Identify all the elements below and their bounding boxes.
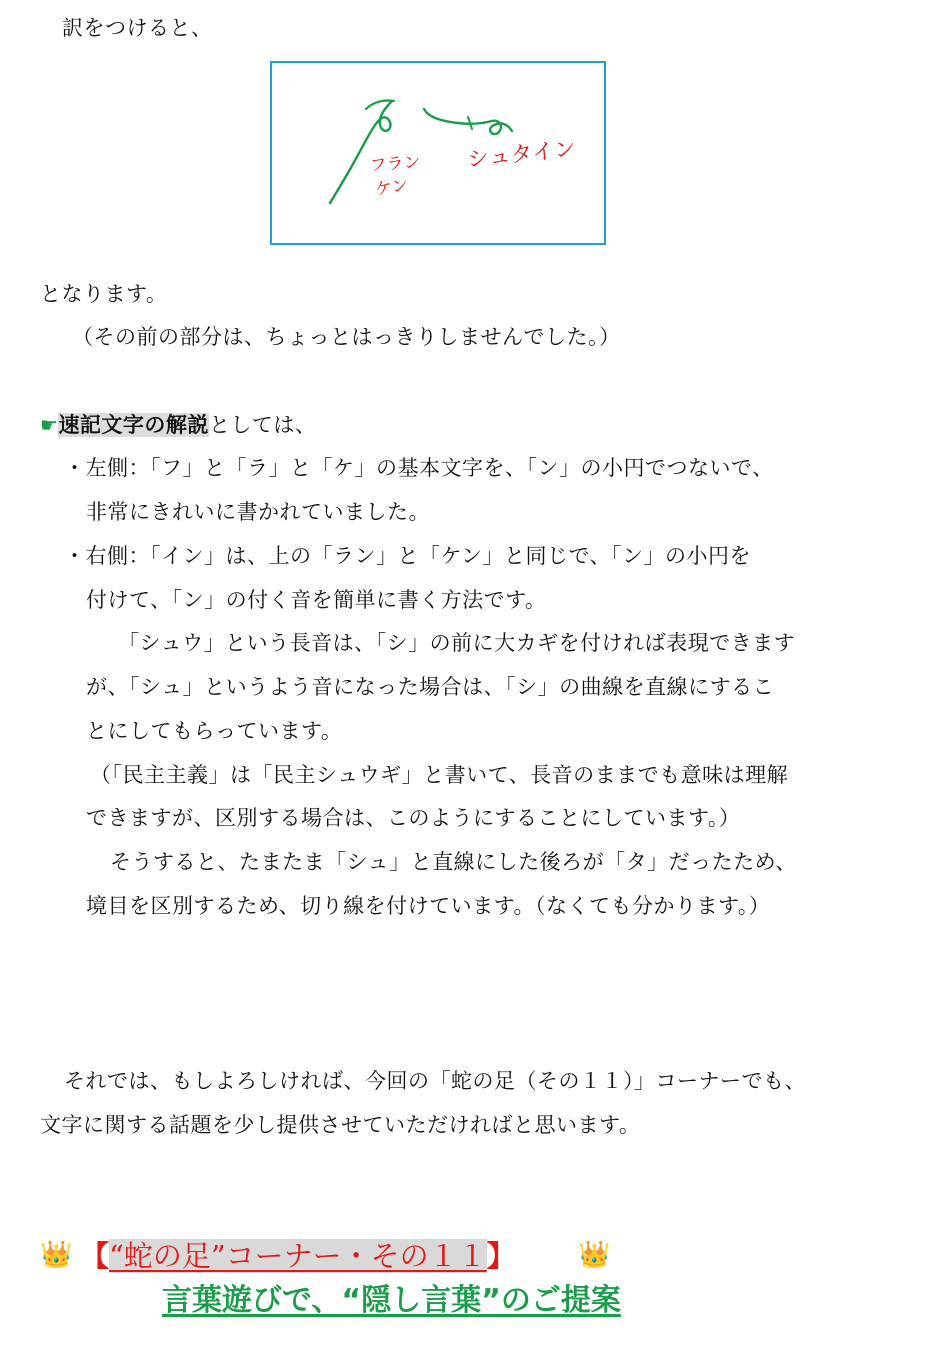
figure-label-left-1: フラン <box>368 152 422 176</box>
explanation-line: 付けて、「ン」の付く音を簡単に書く方法です。 <box>86 588 547 612</box>
bracket-open: 【 <box>80 1239 110 1273</box>
closing-line: それでは、もしよろしければ、今回の「蛇の足（その１１）」コーナーでも、 <box>64 1069 806 1093</box>
explanation-line: が、「シュ」というよう音になった場合は、「シ」の曲線を直線にするこ <box>86 675 775 699</box>
intro-text: 訳をつけると、 <box>62 16 213 40</box>
figure-label-right: シュタイン <box>466 136 578 173</box>
after-figure-text: となります。 <box>40 282 168 306</box>
explanation-title-suffix: としては、 <box>208 413 317 437</box>
explanation-heading <box>40 411 316 439</box>
explanation-line: そうすると、たまたま「シュ」と直線にした後ろが「タ」だったため、 <box>110 850 797 874</box>
corner-title-text: “蛇の足”コーナー・その１１ <box>109 1239 487 1273</box>
shorthand-stroke-right <box>424 109 512 134</box>
explanation-title: 速記文字の解説 <box>58 413 209 437</box>
crown-icon: 👑 <box>578 1240 611 1270</box>
explanation-line: 非常にきれいに書かれていました。 <box>86 500 430 524</box>
explanation-line: 境目を区別するため、切り線を付けています。（なくても分かります。） <box>86 894 771 918</box>
explanation-line: ・左側：「フ」と「ラ」と「ケ」の基本文字を、「ン」の小円でつないで、 <box>64 456 774 480</box>
explanation-line: （「民主主義」は「民主シュウギ」と書いて、長音のままでも意味は理解 <box>90 763 789 787</box>
bracket-close: 】 <box>486 1239 516 1273</box>
note-text: （その前の部分は、ちょっとはっきりしませんでした。） <box>72 325 621 349</box>
pointing-hand-icon: ☛ <box>40 413 59 437</box>
shorthand-drawing <box>272 63 604 243</box>
figure-label-left-2: ケン <box>373 175 410 200</box>
corner-subtitle: 言葉遊びで、“隠し言葉”のご提案 <box>162 1283 621 1318</box>
explanation-line: 「シュウ」という長音は、「シ」の前に大カギを付ければ表現できます <box>118 631 796 655</box>
explanation-line: できますが、区別する場合は、このようにすることにしています。） <box>86 806 741 830</box>
closing-line: 文字に関する話題を少し提供させていただければと思います。 <box>40 1113 641 1137</box>
explanation-line: とにしてもらっています。 <box>86 719 343 743</box>
crown-icon: 👑 <box>40 1240 73 1270</box>
corner-title <box>80 1238 516 1274</box>
explanation-line: ・右側：「イン」は、上の「ラン」と「ケン」と同じで、「ン」の小円を <box>64 544 752 568</box>
shorthand-figure <box>270 61 606 245</box>
